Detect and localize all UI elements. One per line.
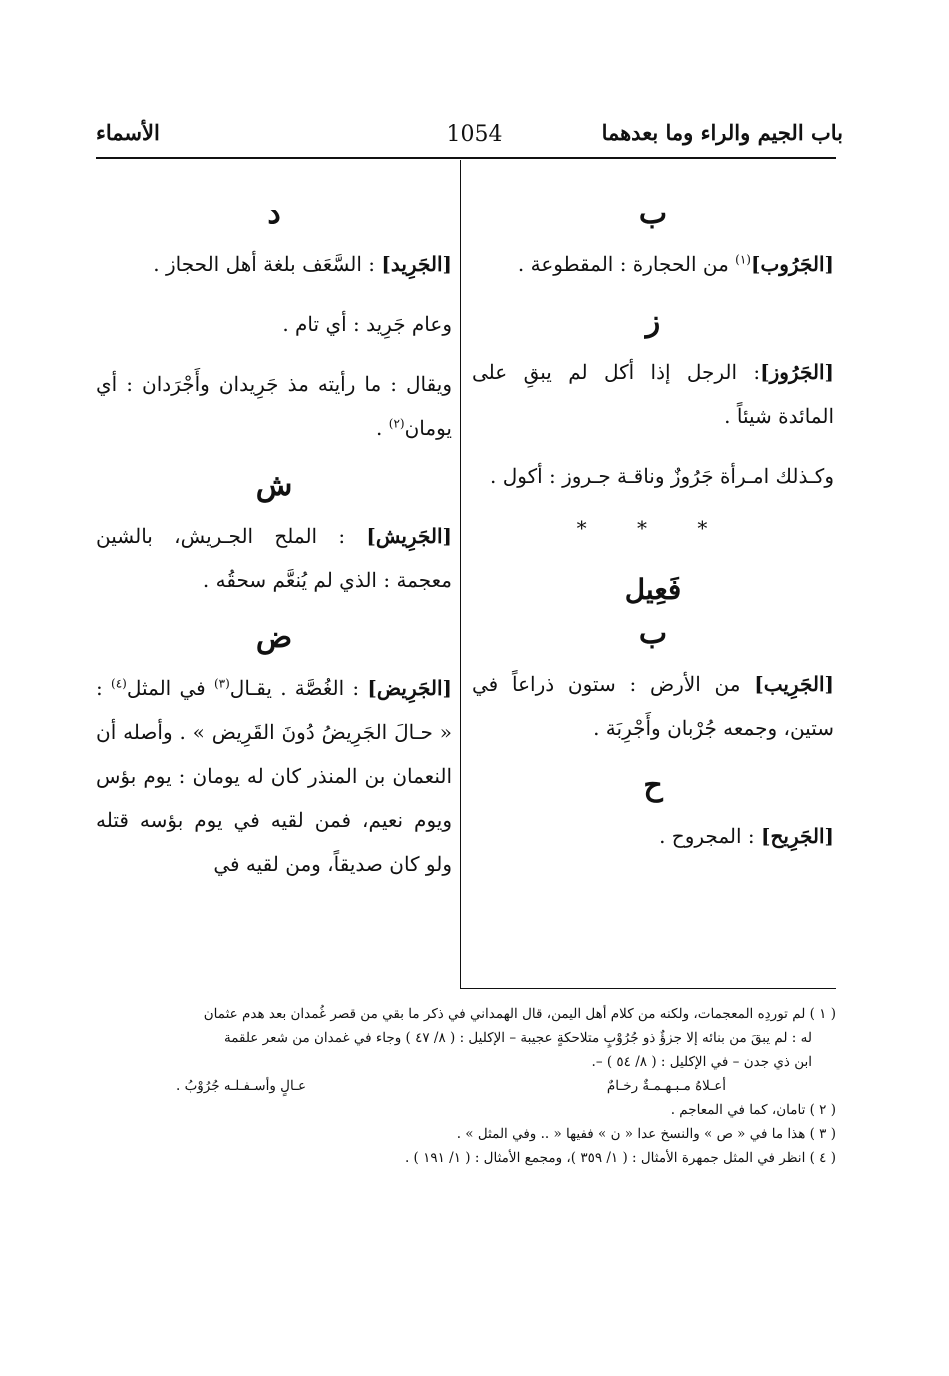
letter-heading: ح (643, 768, 663, 803)
right-column (472, 190, 834, 874)
column-divider (460, 160, 461, 988)
definition: : الملح الجـريش، بالشين معجمة : الذي لم يُنعَّم سحقُه . (96, 524, 452, 592)
letter-heading: ب (638, 196, 668, 231)
headword: [الجَرِيد] (381, 252, 452, 276)
entry-jarib (472, 662, 834, 750)
footnote-ref: (١) (735, 252, 751, 267)
verse-hemistich-2: عـالٍ وأسـفـلـه جُرُوْبُ . (176, 1078, 307, 1094)
definition: : الغُصَّة . يقـال (229, 676, 368, 700)
footnote-ref: (٣) (213, 676, 230, 691)
header-rule (96, 157, 836, 159)
footnote-verse (96, 1074, 836, 1098)
section-separator: * * * (576, 516, 730, 540)
letter-heading: ض (255, 620, 293, 655)
left-column (96, 190, 452, 902)
entry-jurub (472, 242, 834, 286)
footnote-1-line-1: ( ١ ) لم توردِه المعجمات، ولكنه من كلام أهل اليمن، قال الهمداني في ذكر ما بقي من قصر غُمدان بعد هدم عثمان (203, 1006, 836, 1022)
entry-text: وعام جَرِيد : أي تام . (282, 312, 452, 336)
headword: [الجَرِيش] (366, 524, 452, 548)
definition: : الرجل إذا أكل لم يبقِ على المائدة شيئاً . (472, 360, 834, 428)
definition: من الحجارة : المقطوعة . (517, 252, 736, 276)
headword: [الجَرُوز] (760, 360, 834, 384)
definition: : المجروح . (659, 824, 761, 848)
running-header-left: الأسماء (96, 120, 160, 145)
headword: [الجَرِيض] (367, 676, 452, 700)
footnote-1-line-2: له : لم يبقَ من بنائه إلا جزؤٌ ذو جُرُوْبٍ متلاحكةٍ عجيبة – الإكليل : ( ٨/ ٤٧ ) وجاء في غمدان من شعر علقمة (223, 1030, 812, 1046)
entry-jarih (472, 814, 834, 858)
footnote-ref: (٤) (111, 676, 127, 691)
footnote-ref: (٢) (388, 416, 405, 431)
letter-heading: ز (645, 304, 661, 339)
headword: [الجَرُوب] (750, 252, 834, 276)
letter-heading: د (267, 196, 281, 231)
letter-heading: ش (255, 468, 293, 503)
footnote-3: ( ٣ ) هذا ما في « ص » والنسخ عدا « ن » ففيها « .. وفي المثل » . (456, 1126, 836, 1142)
entry-juruz (472, 350, 834, 438)
entry-jarid (96, 242, 452, 286)
headword: [الجَرِيب] (754, 672, 834, 696)
footnote-rule (460, 988, 836, 989)
footnote-1-line-3: ابن ذي جدن – في الإكليل : ( ٨/ ٥٤ ) –. (591, 1054, 812, 1070)
definition: ويقال : ما رأيته مذ جَرِيدان وأَجْرَدان : أي يومان (96, 372, 452, 440)
section-title: فَعِيل (624, 573, 682, 606)
definition: من الأرض : ستون ذراعاً في ستين، وجمعه جُرْبان وأَجْرِبَة . (472, 672, 834, 740)
definition: في المثل (126, 676, 214, 700)
verse-hemistich-1: أعـلاهُ مـبـهـمـةٌ رخـامٌ (606, 1078, 726, 1094)
letter-heading: ب (638, 616, 668, 651)
entry-text: وكـذلك امـرأة جَرُوزٌ وناقـة جـروز : أكول . (490, 464, 834, 488)
punctuation: . (376, 416, 389, 440)
page-number: 1054 (446, 122, 503, 147)
definition: : السَّعَف بلغة أهل الحجاز . (153, 252, 382, 276)
footnote-4: ( ٤ ) انظر في المثل جمهرة الأمثال : ( ١/ ٣٥٩ )، ومجمع الأمثال : ( ١/ ١٩١ ) . (404, 1150, 836, 1166)
headword: [الجَرِيح] (761, 824, 834, 848)
running-header-right: باب الجيم والراء وما بعدهما (601, 120, 843, 145)
definition: : « حـالَ الجَرِيضُ دُونَ القَرِيض » . وأصله أن النعمان بن المنذر كان له يومان : يوم بؤس ويوم نعيم، فمن لقيه في يوم بؤسه قتله ولو كان صديقاً، ومن لقيه في (96, 676, 452, 876)
entry-jarid-dad (96, 666, 452, 886)
entry-jarish (96, 514, 452, 602)
footnotes (96, 1002, 836, 1170)
entry-text (96, 362, 452, 450)
footnote-2: ( ٢ ) تامان، كما في المعاجم . (670, 1102, 836, 1118)
